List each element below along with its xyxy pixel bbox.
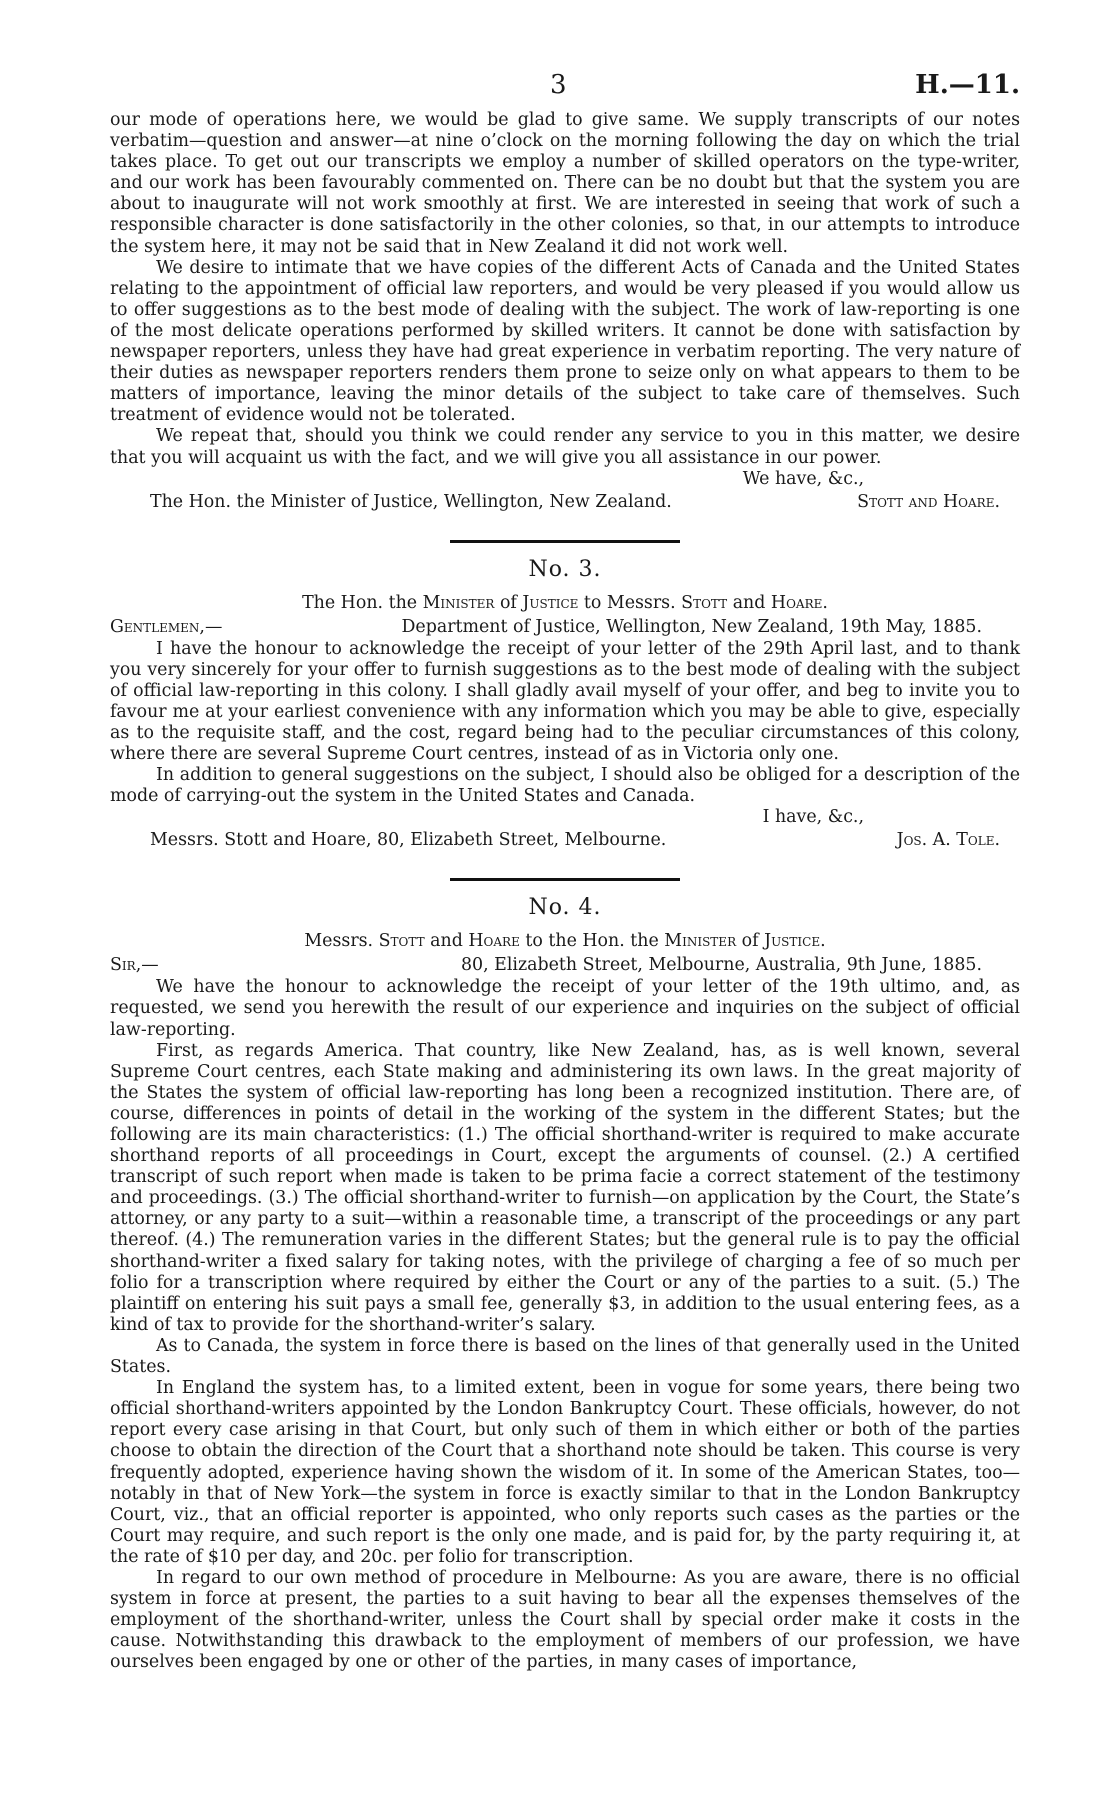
letter-2-continuation	[110, 110, 1020, 514]
letter-title: Messrs. Stott and Hoare to the Hon. the Minister of Justice.	[304, 931, 826, 952]
section-divider	[450, 878, 680, 881]
closing: We have, &c.,	[742, 468, 864, 489]
document-page	[110, 70, 1020, 1673]
paper-reference: H.—11.	[915, 70, 1020, 100]
paragraph: In England the system has, to a limited extent, been in vogue for some years, there being two official shorthand-writers appointed by the London Bankruptcy Court. These officials, however, do not report every case arising in that Court, but only such of them in which either or both of the parties choose to obtain the direction of the Court that a shorthand note should be taken. This course is very frequently adopted, experience having shown the wisdom of it. In some of the American States, too—notably in that of New York—the system in force is exactly similar to that in the London Bankruptcy Court, viz., that an official reporter is appointed, who only reports such cases as the parties or the Court may require, and such report is the only one made, and is paid for, by the party requiring it, at the rate of $10 per day, and 20c. per folio for transcription.	[110, 1378, 1020, 1567]
letter-3	[110, 557, 1020, 853]
addressee: The Hon. the Minister of Justice, Wellington, New Zealand.	[150, 491, 672, 512]
paragraph: In regard to our own method of procedure in Melbourne: As you are aware, there is no official system in force at present, the parties to a suit having to bear all the expenses themselves of the employment of the shorthand-writer, unless the Court shall by special order make it costs in the cause. Notwithstanding this drawback to the employment of members of our profession, we have ourselves been engaged by one or other of the parties, in many cases of importance,	[110, 1567, 1020, 1673]
running-header	[110, 70, 1020, 110]
letter-title: The Hon. the Minister of Justice to Messrs. Stott and Hoare.	[302, 592, 828, 613]
salutation: Sir,—	[110, 955, 159, 976]
paragraph: I have the honour to acknowledge the receipt of your letter of the 29th April last, and to thank you very sincerely for your offer to furnish suggestions as to the best mode of dealing with the subject of official law-reporting in this colony. I shall gladly avail myself of your offer, and beg to invite you to favour me at your earliest convenience with any information which you may be able to give, especially as to the requisite staff, and the cost, regard being had to the peculiar circumstances of this colony, where there are several Supreme Court centres, instead of as in Victoria only one.	[110, 638, 1020, 765]
dateline: 80, Elizabeth Street, Melbourne, Australia, 9th June, 1885.	[460, 955, 982, 976]
salutation-row	[110, 953, 1020, 977]
salutation: Gentlemen,—	[110, 616, 223, 637]
page-number: 3	[550, 70, 567, 100]
letter-4	[110, 895, 1020, 1673]
paragraph: our mode of operations here, we would be glad to give same. We supply transcripts of our notes verbatim—question and answer—at nine o’clock on the morning following the day on which the trial takes place. To get out our transcripts we employ a number of skilled operators on the type-writer, and our work has been favourably commented on. There can be no doubt but that the system you are about to inaugurate will not work smoothly at first. We are interested in seeing that work of such a responsible character is done satisfactorily in the other colonies, so that, in our attempts to introduce the system here, it may not be said that in New Zealand it did not work well.	[110, 110, 1020, 257]
letter-number: No. 4.	[528, 895, 602, 921]
signature-row	[110, 828, 1020, 852]
paragraph: First, as regards America. That country, like New Zealand, has, as is well known, several Supreme Court centres, each State making and administering its own laws. In the great majority of the States the system of official law-reporting has long been a recognized institution. There are, of course, differences in points of detail in the working of the system in the different States; but the following are its main characteristics: (1.) The official shorthand-writer is required to make accurate shorthand reports of all proceedings in Court, except the arguments of counsel. (2.) A certified transcript of such report when made is taken to be prima facie a correct statement of the testimony and proceedings. (3.) The official shorthand-writer to furnish—on application by the Court, the State’s attorney, or any party to a suit—within a reasonable time, a transcript of the proceedings or any part thereof. (4.) The remuneration varies in the different States; but the general rule is to pay the official shorthand-writer a fixed salary for taking notes, with the privilege of charging a fee of so much per folio for a transcription where required by either the Court or any of the parties to a suit. (5.) The plaintiff on entering his suit pays a small fee, generally $3, in addition to the usual entering fees, as a kind of tax to provide for the shorthand-writer’s salary.	[110, 1040, 1020, 1335]
paragraph: We desire to intimate that we have copies of the different Acts of Canada and the United States relating to the appointment of official law reporters, and would be very pleased if you would allow us to offer suggestions as to the best mode of dealing with the subject. The work of law-reporting is one of the most delicate operations performed by skilled writers. It cannot be done with satisfaction by newspaper reporters, unless they have had great experience in verbatim reporting. The very nature of their duties as newspaper reporters renders them prone to seize only on what appears to them to be matters of importance, leaving the minor details of the subject to take care of themselves. Such treatment of evidence would not be tolerated.	[110, 257, 1020, 426]
paragraph: We have the honour to acknowledge the receipt of your letter of the 19th ultimo, and, as requested, we send you herewith the result of our experience and inquiries on the subject of official law-reporting.	[110, 977, 1020, 1040]
addressee: Messrs. Stott and Hoare, 80, Elizabeth Street, Melbourne.	[150, 830, 667, 851]
signature: Jos. A. Tole.	[896, 830, 1000, 851]
signature-row	[110, 490, 1020, 514]
signature: Stott and Hoare.	[857, 491, 1000, 512]
dateline: Department of Justice, Wellington, New Zealand, 19th May, 1885.	[401, 616, 982, 637]
paragraph: In addition to general suggestions on the subject, I should also be obliged for a description of the mode of carrying-out the system in the United States and Canada.	[110, 765, 1020, 807]
salutation-row	[110, 615, 1020, 639]
section-divider	[450, 540, 680, 543]
paragraph: As to Canada, the system in force there is based on the lines of that generally used in the United States.	[110, 1335, 1020, 1378]
paragraph: We repeat that, should you think we could render any service to you in this matter, we desire that you will acquaint us with the fact, and we will give you all assistance in our power.	[110, 426, 1020, 468]
letter-number: No. 3.	[528, 556, 602, 582]
closing: I have, &c.,	[762, 807, 864, 828]
